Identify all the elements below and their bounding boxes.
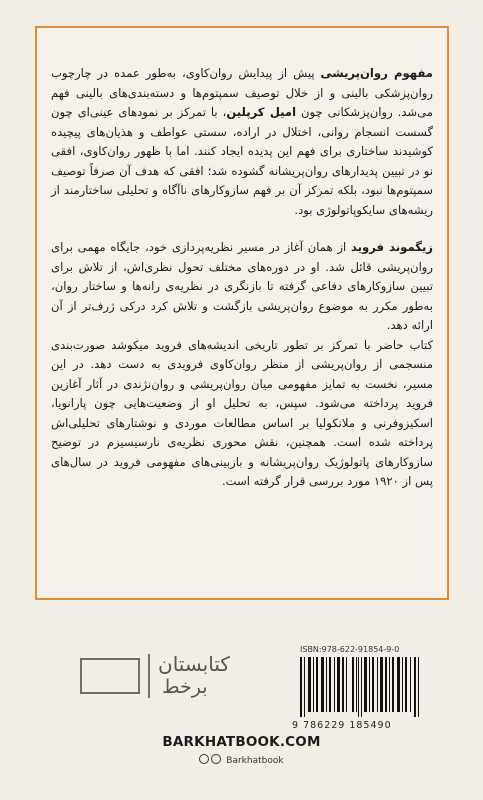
book-icon — [80, 658, 140, 694]
blurb — [51, 64, 433, 492]
logo-line-2: برخط — [162, 676, 208, 698]
paragraph-2 — [51, 238, 433, 336]
website-url[interactable]: BARKHATBOOK.COM — [162, 734, 321, 750]
social-handle[interactable] — [0, 754, 483, 766]
barcode-number: 9 786229 185490 — [292, 720, 392, 731]
publisher-logo — [80, 652, 270, 700]
barcode-icon — [300, 657, 420, 717]
logo-divider — [148, 654, 150, 698]
paragraph-3: کتاب حاضر با تمرکز بر تطور تاریخی اندیشه‌های فروید میکوشد صورت‌بندی منسجمی از روان‌پریشی از منظر روان‌کاوی فرویدی به دست دهد. در این مسیر، نخست به تمایز مفهومی میان روان‌پریشی و روان‌نژندی در آثار آغازین فروید پرداخته می‌شود. سپس، به تحلیل او از وضعیت‌هایی چون پارانویا، اسکیزوفرنی و ملانکولیا بر اساس مطالعات موردی و نوشتارهای تحلیلی‌اش پرداخته شده است. همچنین، نقش محوری نظریه‌ی نارسیسیزم در توضیح سازوکارهای پاتولوژیک روان‌پریشانه و بازبینی‌های مفهومی فروید در سال‌های پس از ۱۹۲۰ مورد بررسی قرار گرفته است. — [51, 337, 433, 488]
paragraph-2-text: از همان آغاز در مسیر نظریه‌پردازی خود، جایگاه مهمی برای روان‌پریشی قائل شد. او در دوره‌های مختلف تحول نظری‌اش، از تلاش برای تبیین سازوکارهای دفاعی گرفته تا بازنگری در نظریه‌ی رانه‌ها و ساختار روان، به‌طور مکرر به موضوع روان‌پریشی بازگشت و تلاش کرد درکی ژرف‌تر از آن ارائه دهد. — [51, 240, 433, 332]
back-cover-frame — [35, 26, 449, 600]
instagram-icon — [199, 754, 209, 764]
social-label: Barkhatbook — [226, 756, 284, 766]
paragraph-1 — [51, 64, 433, 220]
paragraph-1-text-b: ، با تمرکز بر نمودهای عینی‌ای چون گسست انسجام روانی، اختلال در اراده، سستی عواطف و هذیان‌های پیچیده کوشیدند ساختاری برای فهم این پدیده ایجاد کنند. اما با ظهور روان‌کاوی، افقی نو در تبیین پدیدارهای روان‌پریشانه گشوده شد؛ افقی که هدف آن صرفاً توصیف سمپتوم‌ها نبود، بلکه تمرکز آن بر فهم سازوکارهای ناآگاه و تحلیلی ساختارمند از ریشه‌های سایکوپاتولوژی بود. — [51, 105, 433, 217]
paragraph-1-text-a: پیش از پیدایش روان‌کاوی، به‌طور عمده در چارچوب روان‌پزشکی بالینی و از خلال توصیف سمپتوم‌ها و دسته‌بندی‌های بالینی فهم می‌شد. روان‌پزشکانی چون — [51, 66, 433, 119]
term-psychosis: مفهوم روان‌پریشی — [320, 66, 433, 80]
logo-line-1: کتابستان — [158, 652, 230, 676]
name-kraepelin: امیل کرپلین — [226, 105, 297, 119]
telegram-icon — [211, 754, 221, 764]
isbn-text: ISBN:978-622-91854-9-0 — [300, 645, 400, 654]
name-freud: زیگموند فروید — [350, 240, 433, 254]
